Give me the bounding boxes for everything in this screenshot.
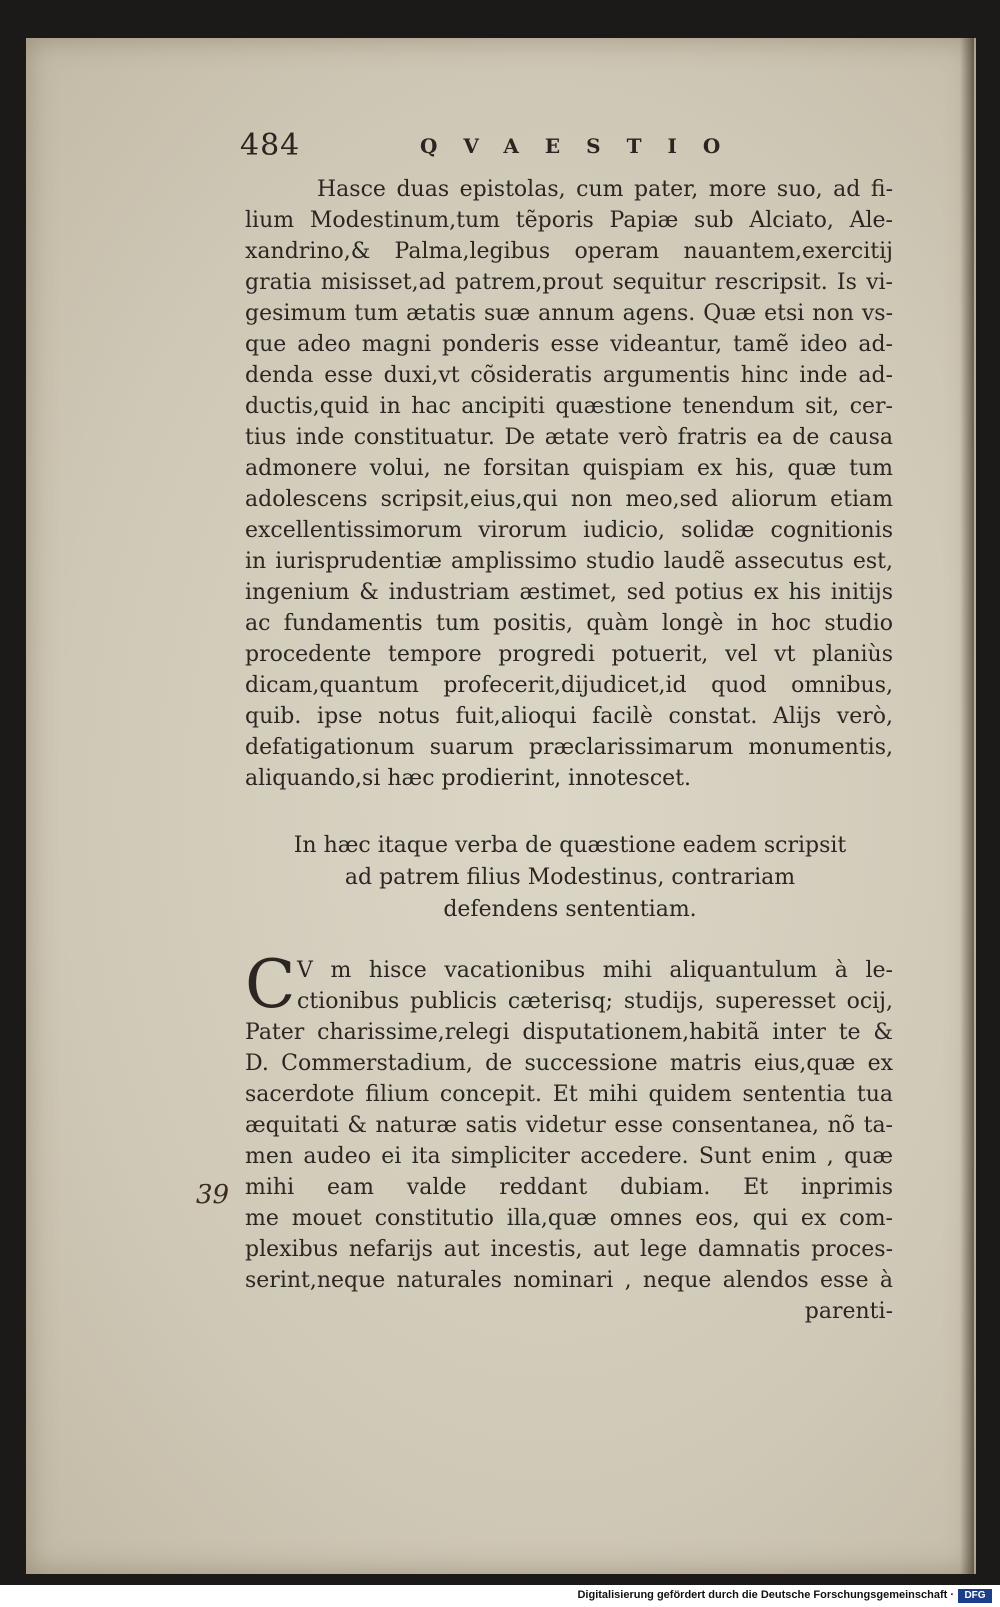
- text-line: gesimum tum ætatis suæ annum agens. Quæ etsi non vs-: [245, 301, 893, 326]
- text-line: denda esse duxi,vt cõsideratis argumentis hinc inde ad-: [245, 363, 893, 388]
- text-line: defatigationum suarum præclarissimarum monumentis,: [245, 735, 893, 760]
- text-line: V m hisce vacationibus mihi aliquantulum à le-: [297, 958, 893, 983]
- funding-credit: Digitalisierung gefördert durch die Deutsche Forschungsgemeinschaft ·: [577, 1589, 954, 1601]
- text-line: æquitati & naturæ satis videtur esse consentanea, nõ ta-: [245, 1113, 893, 1138]
- text-line: ctionibus publicis cæterisq; studijs, superesset ocij,: [297, 989, 893, 1014]
- text-line: gratia misisset,ad patrem,prout sequitur rescripsit. Is vi-: [245, 270, 893, 295]
- drop-cap: C: [245, 946, 296, 1023]
- text-line: ingenium & industriam æstimet, sed potius ex his initijs: [245, 580, 893, 605]
- page-number: 484: [240, 128, 301, 163]
- text-line: men audeo ei ita simpliciter accedere. Sunt enim , quæ: [245, 1144, 893, 1169]
- text-line: in iurisprudentiæ amplissimo studio laudẽ assecutus est,: [245, 549, 893, 574]
- text-line: dicam,quantum profecerit,dijudicet,id quod omnibus,: [245, 673, 893, 698]
- text-line: procedente tempore progredi potuerit, vel vt planiùs: [245, 642, 893, 667]
- heading-line: defendens sententiam.: [443, 897, 697, 922]
- heading-line: ad patrem filius Modestinus, contrariam: [344, 865, 796, 890]
- footer-bar: [0, 1588, 1000, 1607]
- text-line: quib. ipse notus fuit,alioqui facilè constat. Alijs verò,: [245, 704, 893, 729]
- text-line: Hasce duas epistolas, cum pater, more suo, ad fi-: [317, 177, 893, 202]
- text-line: adolescens scripsit,eius,qui non meo,sed aliorum etiam: [245, 487, 893, 512]
- margin-note: 39: [196, 1180, 230, 1210]
- text-line: xandrino,& Palma,legibus operam nauantem,exercitij: [245, 239, 893, 264]
- text-line: que adeo magni ponderis esse videantur, tamẽ ideo ad-: [245, 332, 893, 357]
- text-line: mihi eam valde reddant dubiam. Et inprimis: [245, 1175, 893, 1200]
- paragraph-introduction: [245, 174, 893, 794]
- text-line: plexibus nefarijs aut incestis, aut lege damnatis proces-: [245, 1237, 893, 1262]
- section-heading: [230, 830, 910, 926]
- text-line: admonere volui, ne forsitan quispiam ex his, quæ tum: [245, 456, 893, 481]
- text-line: serint,neque naturales nominari , neque alendos esse à: [245, 1268, 893, 1293]
- paragraph-letter: [245, 946, 893, 1327]
- gutter-shadow: [960, 38, 974, 1574]
- heading-line: In hæc itaque verba de quæstione eadem scripsit: [293, 833, 847, 858]
- page-header: [0, 128, 1000, 168]
- text-line: excellentissimorum virorum iudicio, solidæ cognitionis: [245, 518, 893, 543]
- text-line: ac fundamentis tum positis, quàm longè in hoc studio: [245, 611, 893, 636]
- text-line: Pater charissime,relegi disputationem,habitã inter te &: [245, 1020, 893, 1045]
- text-line: tius inde constituatur. De ætate verò fratris ea de causa: [245, 425, 893, 450]
- running-title: QVAESTIO: [420, 134, 747, 158]
- text-line: aliquando,si hæc prodierint, innotescet.: [245, 766, 692, 791]
- text-line: lium Modestinum,tum tẽporis Papiæ sub Alciato, Ale-: [245, 208, 893, 233]
- text-line: me mouet constitutio illa,quæ omnes eos, qui ex com-: [245, 1206, 893, 1231]
- catchword: parenti-: [804, 1299, 893, 1324]
- dfg-logo: DFG: [958, 1589, 992, 1603]
- text-line: D. Commerstadium, de successione matris eius,quæ ex: [245, 1051, 893, 1076]
- text-line: ductis,quid in hac ancipiti quæstione tenendum sit, cer-: [245, 394, 893, 419]
- text-line: sacerdote filium concepit. Et mihi quidem sententia tua: [245, 1082, 893, 1107]
